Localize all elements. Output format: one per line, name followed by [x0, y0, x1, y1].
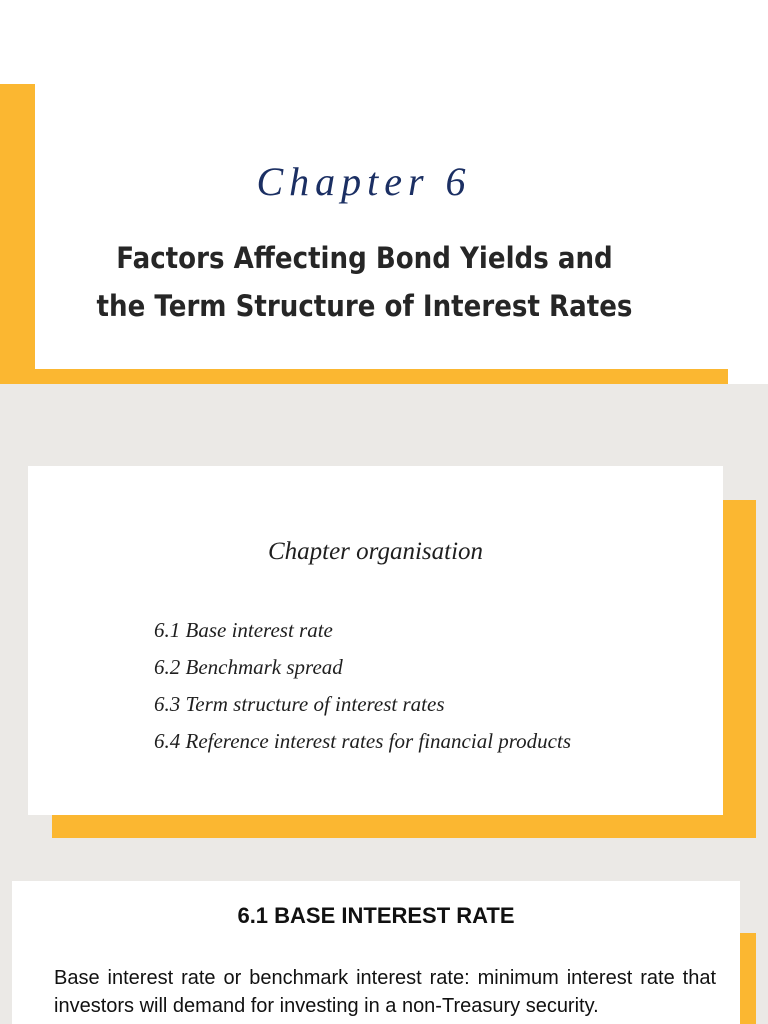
list-item: 6.2 Benchmark spread: [154, 655, 343, 679]
organisation-heading: Chapter organisation: [267, 538, 484, 565]
title-slide: [0, 0, 768, 432]
slide-gap: [0, 384, 768, 432]
list-item: 6.1 Base interest rate: [154, 618, 333, 642]
accent-bar-bottom: [35, 369, 728, 384]
organisation-slide: [0, 433, 768, 865]
chapter-title-line-1: Factors Affecting Bond Yields and: [116, 241, 613, 275]
chapter-label: Chapter 6: [256, 159, 472, 204]
section-body: Base interest rate or benchmark interest rate: minimum interest rate that investors will demand for investing in a non-Treasury security.: [54, 967, 716, 1017]
chapter-title: [0, 234, 729, 330]
section-slide: [0, 866, 768, 1024]
list-item: 6.4 Reference interest rates for financial products: [154, 729, 572, 753]
chapter-title-line-2: the Term Structure of Interest Rates: [96, 289, 633, 323]
accent-bar-right: [740, 933, 756, 1024]
content-panel: [28, 466, 723, 815]
section-heading: 6.1 BASE INTEREST RATE: [237, 903, 515, 928]
list-item: 6.3 Term structure of interest rates: [154, 692, 445, 716]
organisation-list: [154, 612, 571, 760]
